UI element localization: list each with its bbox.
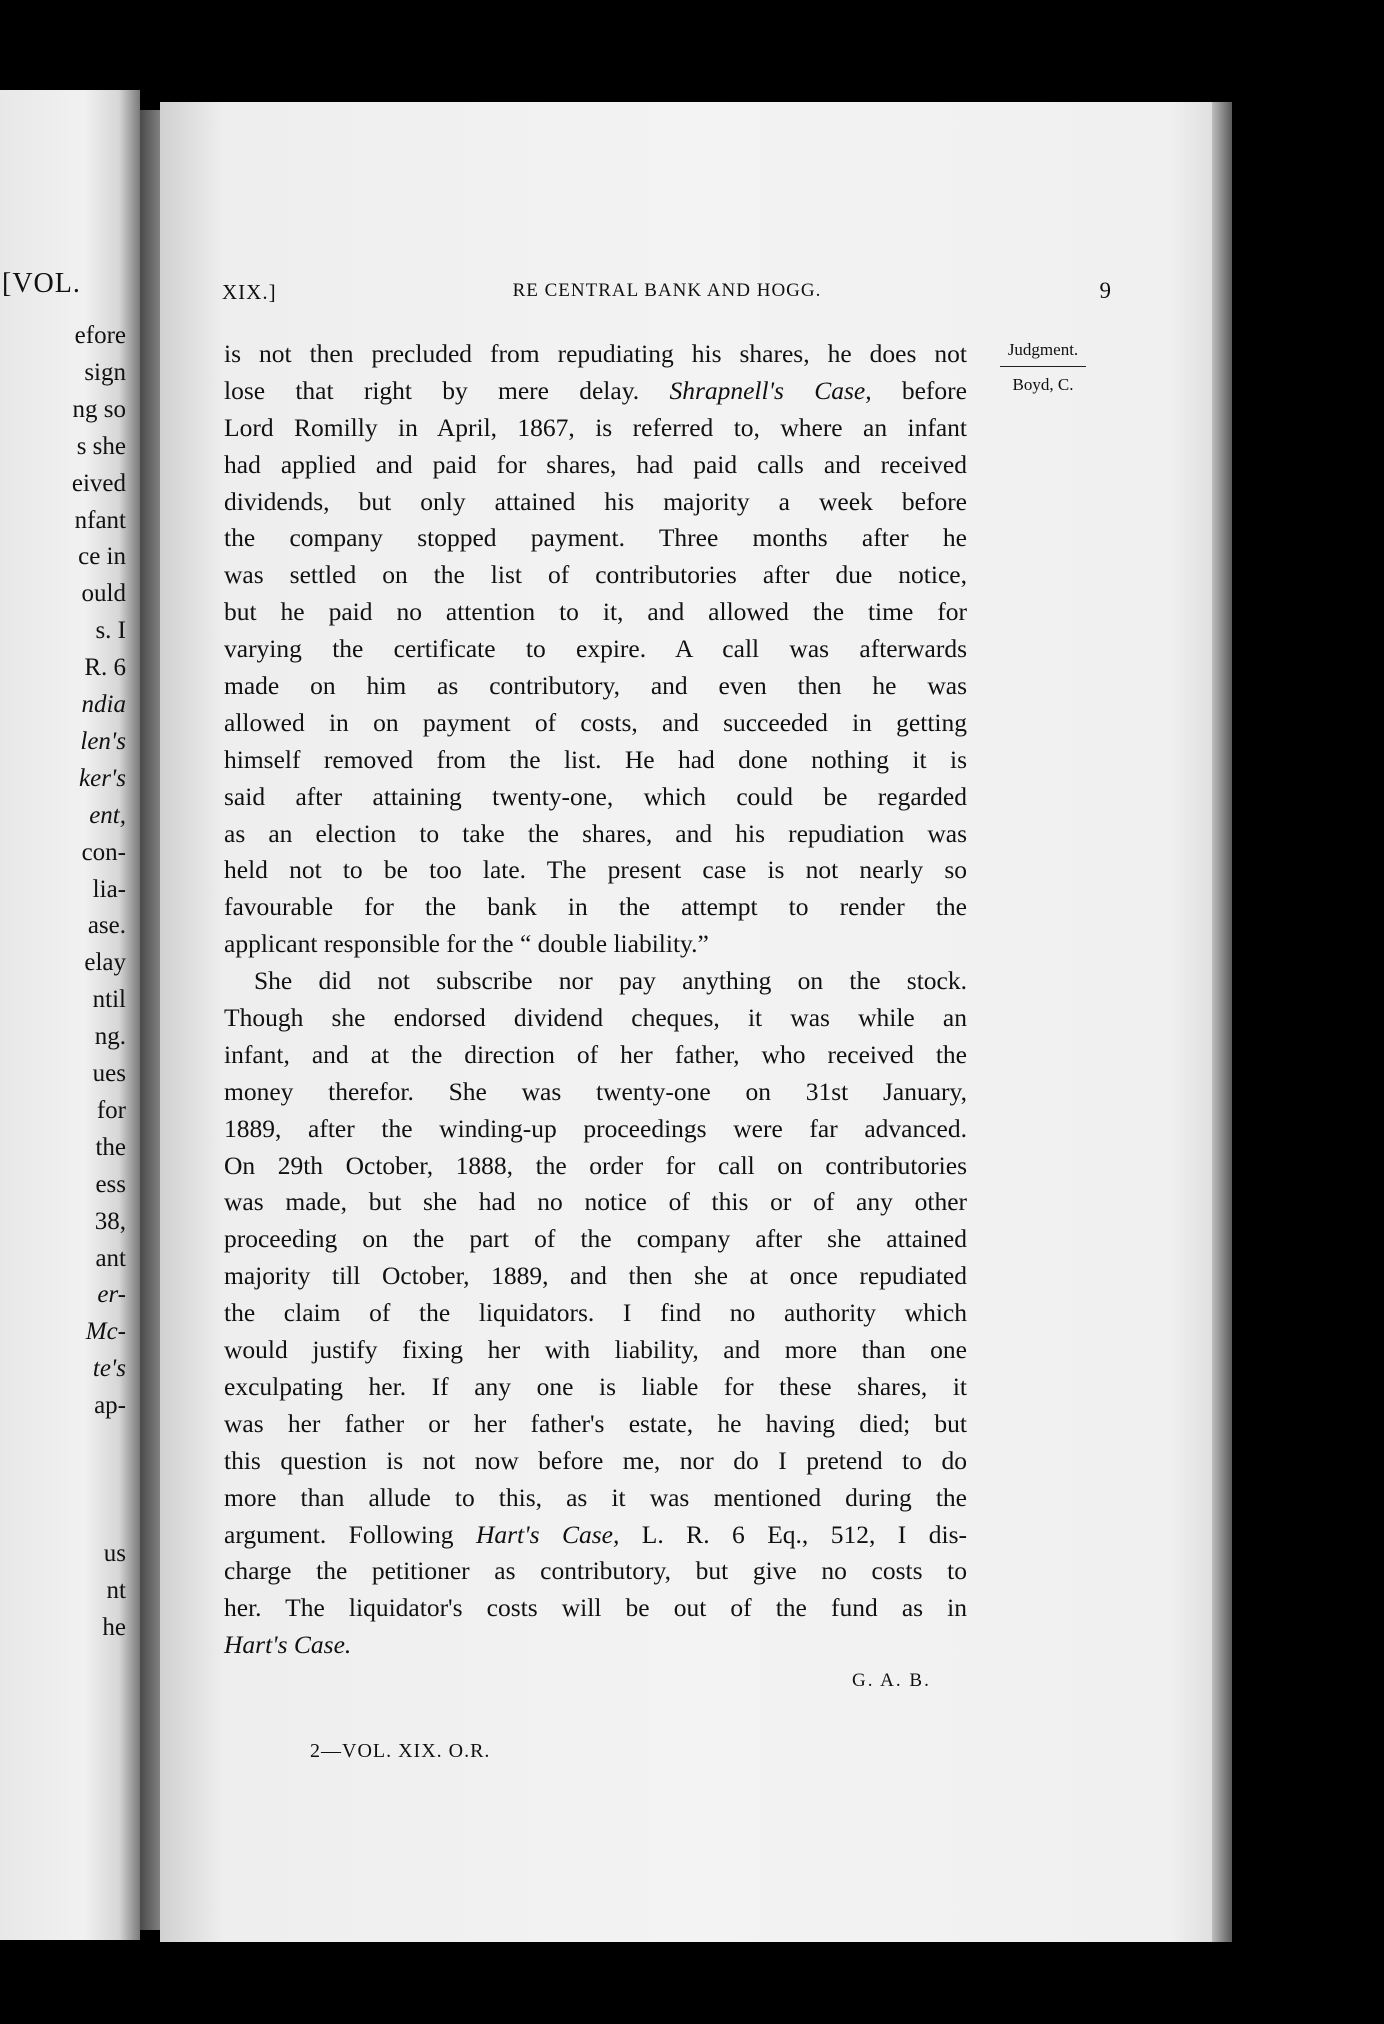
- previous-page-line: Mc-: [85, 1318, 126, 1346]
- text-line: majority till October, 1889, and then she at once repudiated: [224, 1261, 967, 1291]
- previous-page-line: ent,: [89, 801, 126, 829]
- previous-page-line: ker's: [79, 764, 126, 792]
- text-line: said after attaining twenty-one, which could be regarded: [224, 781, 967, 811]
- running-header: [222, 280, 1112, 310]
- text-line: had applied and paid for shares, had paid calls and received: [224, 449, 967, 479]
- previous-page-fragment: [0, 90, 140, 1940]
- case-title: RE CENTRAL BANK AND HOGG.: [512, 280, 822, 301]
- previous-page-line: eived: [71, 469, 126, 497]
- margin-note-section: Judgment.: [1007, 340, 1079, 359]
- previous-page-line: er-: [97, 1281, 126, 1309]
- text-line: 1889, after the winding-up proceedings were far advanced.: [224, 1113, 967, 1143]
- previous-page-line: for: [96, 1096, 126, 1124]
- text-line: this question is not now before me, nor do I pretend to do: [224, 1445, 967, 1475]
- text-line: Lord Romilly in April, 1867, is referred to, where an infant: [224, 412, 967, 442]
- text-line: Though she endorsed dividend cheques, it was while an: [224, 1003, 967, 1033]
- previous-page-line: ase.: [87, 912, 126, 940]
- previous-page-line: us: [103, 1539, 126, 1567]
- previous-page-line: efore: [74, 322, 126, 349]
- previous-page-header: [VOL.: [2, 268, 81, 299]
- text-line: charge the petitioner as contributory, but give no costs to: [224, 1556, 967, 1586]
- margin-note-rule: [1000, 366, 1086, 367]
- previous-page-line: nt: [106, 1576, 126, 1604]
- text-line: was made, but she had no notice of this or of any other: [224, 1187, 967, 1217]
- text-line: the claim of the liquidators. I find no authority which: [224, 1298, 967, 1328]
- text-line: is not then precluded from repudiating his shares, he does not: [224, 339, 967, 368]
- text-line: was her father or her father's estate, he having died; but: [224, 1408, 967, 1438]
- text-line: as an election to take the shares, and his repudiation was: [224, 818, 967, 848]
- text-line: [224, 1627, 967, 1664]
- previous-page-line: s she: [76, 432, 126, 460]
- previous-page-line: ould: [81, 580, 126, 608]
- text-line: money therefor. She was twenty-one on 31st January,: [224, 1076, 967, 1106]
- text-line: On 29th October, 1888, the order for call on contributories: [224, 1150, 967, 1180]
- text-line: dividends, but only attained his majority a week before: [224, 486, 967, 516]
- text-line: argument. Following Hart's Case, L. R. 6 Eq., 512, I dis-: [224, 1519, 967, 1549]
- case-citation: Hart's Case.: [224, 1630, 352, 1660]
- previous-page-line: ues: [92, 1060, 126, 1087]
- reporter-initials: G. A. B.: [852, 1670, 931, 1691]
- previous-page-line: s. I: [95, 617, 126, 645]
- text-line: her. The liquidator's costs will be out of the fund as in: [224, 1593, 967, 1623]
- previous-page-line: he: [102, 1613, 126, 1641]
- previous-page-line: ess: [95, 1170, 126, 1198]
- previous-page-line: ng so: [72, 395, 126, 423]
- text-line: She did not subscribe nor pay anything on the stock.: [254, 966, 967, 996]
- previous-page-line: ntil: [92, 986, 126, 1014]
- text-line: but he paid no attention to it, and allowed the time for: [224, 597, 967, 627]
- previous-page-line: ce in: [78, 543, 126, 571]
- text-line: more than allude to this, as it was mentioned during the: [224, 1482, 967, 1512]
- text-line: applicant responsible for the “ double liability.”: [224, 929, 709, 959]
- previous-page-line: R. 6: [84, 654, 126, 682]
- margin-notes: [988, 336, 1098, 399]
- judgment-text: [224, 336, 967, 1664]
- previous-page-line: 38,: [94, 1207, 126, 1235]
- text-line: varying the certificate to expire. A call was afterwards: [224, 634, 967, 664]
- signature-mark: 2—VOL. XIX. O.R.: [310, 1740, 491, 1762]
- previous-page-line: ap-: [94, 1392, 126, 1420]
- text-line: would justify fixing her with liability, and more than one: [224, 1335, 967, 1365]
- margin-note-judge: Boyd, C.: [1012, 375, 1074, 394]
- text-line: proceeding on the part of the company after she attained: [224, 1224, 967, 1254]
- previous-page-line: ant: [95, 1244, 126, 1272]
- volume-label: XIX.]: [222, 280, 277, 304]
- text-line: lose that right by mere delay. Shrapnell's Case, before: [224, 375, 967, 405]
- previous-page-line: the: [95, 1133, 126, 1161]
- previous-page-line: lia-: [92, 875, 126, 903]
- case-citation: Shrapnell's Case,: [669, 375, 872, 405]
- previous-page-line: len's: [80, 727, 126, 755]
- previous-page-line: elay: [84, 949, 126, 977]
- text-line: himself removed from the list. He had done nothing it is: [224, 744, 967, 774]
- text-line: allowed in on payment of costs, and succeeded in getting: [224, 707, 967, 737]
- previous-page-line: con-: [81, 838, 126, 866]
- text-line: exculpating her. If any one is liable for these shares, it: [224, 1371, 967, 1401]
- previous-page-line: ng.: [94, 1023, 126, 1051]
- case-citation: Hart's Case,: [475, 1519, 620, 1549]
- page-edge: [1212, 102, 1232, 1942]
- previous-page-line: nfant: [74, 506, 126, 534]
- page-number: 9: [1099, 278, 1112, 303]
- text-line: made on him as contributory, and even then he was: [224, 671, 967, 701]
- text-line: favourable for the bank in the attempt to render the: [224, 892, 967, 922]
- text-line: held not to be too late. The present case is not nearly so: [224, 855, 967, 885]
- text-line: infant, and at the direction of her father, who received the: [224, 1039, 967, 1069]
- text-line: was settled on the list of contributories after due notice,: [224, 560, 967, 590]
- previous-page-line: sign: [84, 358, 126, 386]
- previous-page-line: te's: [92, 1355, 126, 1383]
- text-line: the company stopped payment. Three months after he: [224, 523, 967, 553]
- previous-page-line: ndia: [81, 691, 126, 718]
